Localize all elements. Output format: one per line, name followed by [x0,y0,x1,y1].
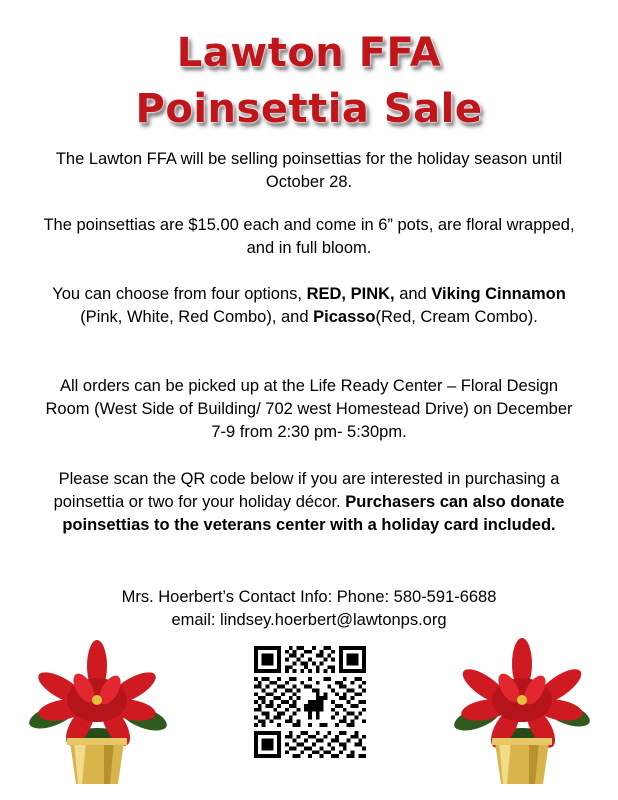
qr-finder-top-right [339,646,366,673]
qr-dinosaur-icon [300,692,331,723]
poinsettia-left-image [22,638,172,788]
options-paragraph [40,283,578,329]
title-line-1: Lawton FFA [176,30,442,76]
poinsettia-pot [492,738,552,784]
options-and: and [394,285,432,303]
options-viking: Viking Cinnamon [431,285,566,303]
qr-bold: Purchasers can also donate poinsettias to the veterans center with a holiday card included. [62,493,565,534]
title-line-2: Poinsettia Sale [135,86,483,132]
price-paragraph: The poinsettias are $15.00 each and come in 6” pots, are floral wrapped, and in full bloom. [43,216,575,257]
pickup-paragraph: All orders can be picked up at the Life Ready Center – Floral Design Room (West Side of Building/ 702 west Homestead Drive) on December 7-9 from 2:30 pm- 5:30pm. [45,377,573,441]
qr-lead: Please scan the QR code below if you are interested in purchasing a poinsettia or two for your holiday décor. [53,470,560,511]
qr-finder-top-left [254,646,281,673]
contact-phone: Mrs. Hoerbert’s Contact Info: Phone: 580-591-6688 [121,588,497,606]
qr-finder-bottom-left [254,731,281,758]
poinsettia-pot [67,738,127,784]
options-picasso-desc: (Red, Cream Combo). [375,308,538,326]
options-viking-desc: (Pink, White, Red Combo), and [80,308,314,326]
options-lead: You can choose from four options, [52,285,307,303]
options-picasso: Picasso [313,308,376,326]
qr-paragraph [40,468,578,537]
qr-code[interactable] [254,646,366,758]
options-red-pink: RED, PINK, [306,285,395,303]
poinsettia-right-image [447,638,597,788]
contact-paragraph [40,586,578,632]
intro-paragraph: The Lawton FFA will be selling poinsettias for the holiday season until October 28. [55,150,563,191]
contact-email: email: lindsey.hoerbert@lawtonps.org [171,611,447,629]
